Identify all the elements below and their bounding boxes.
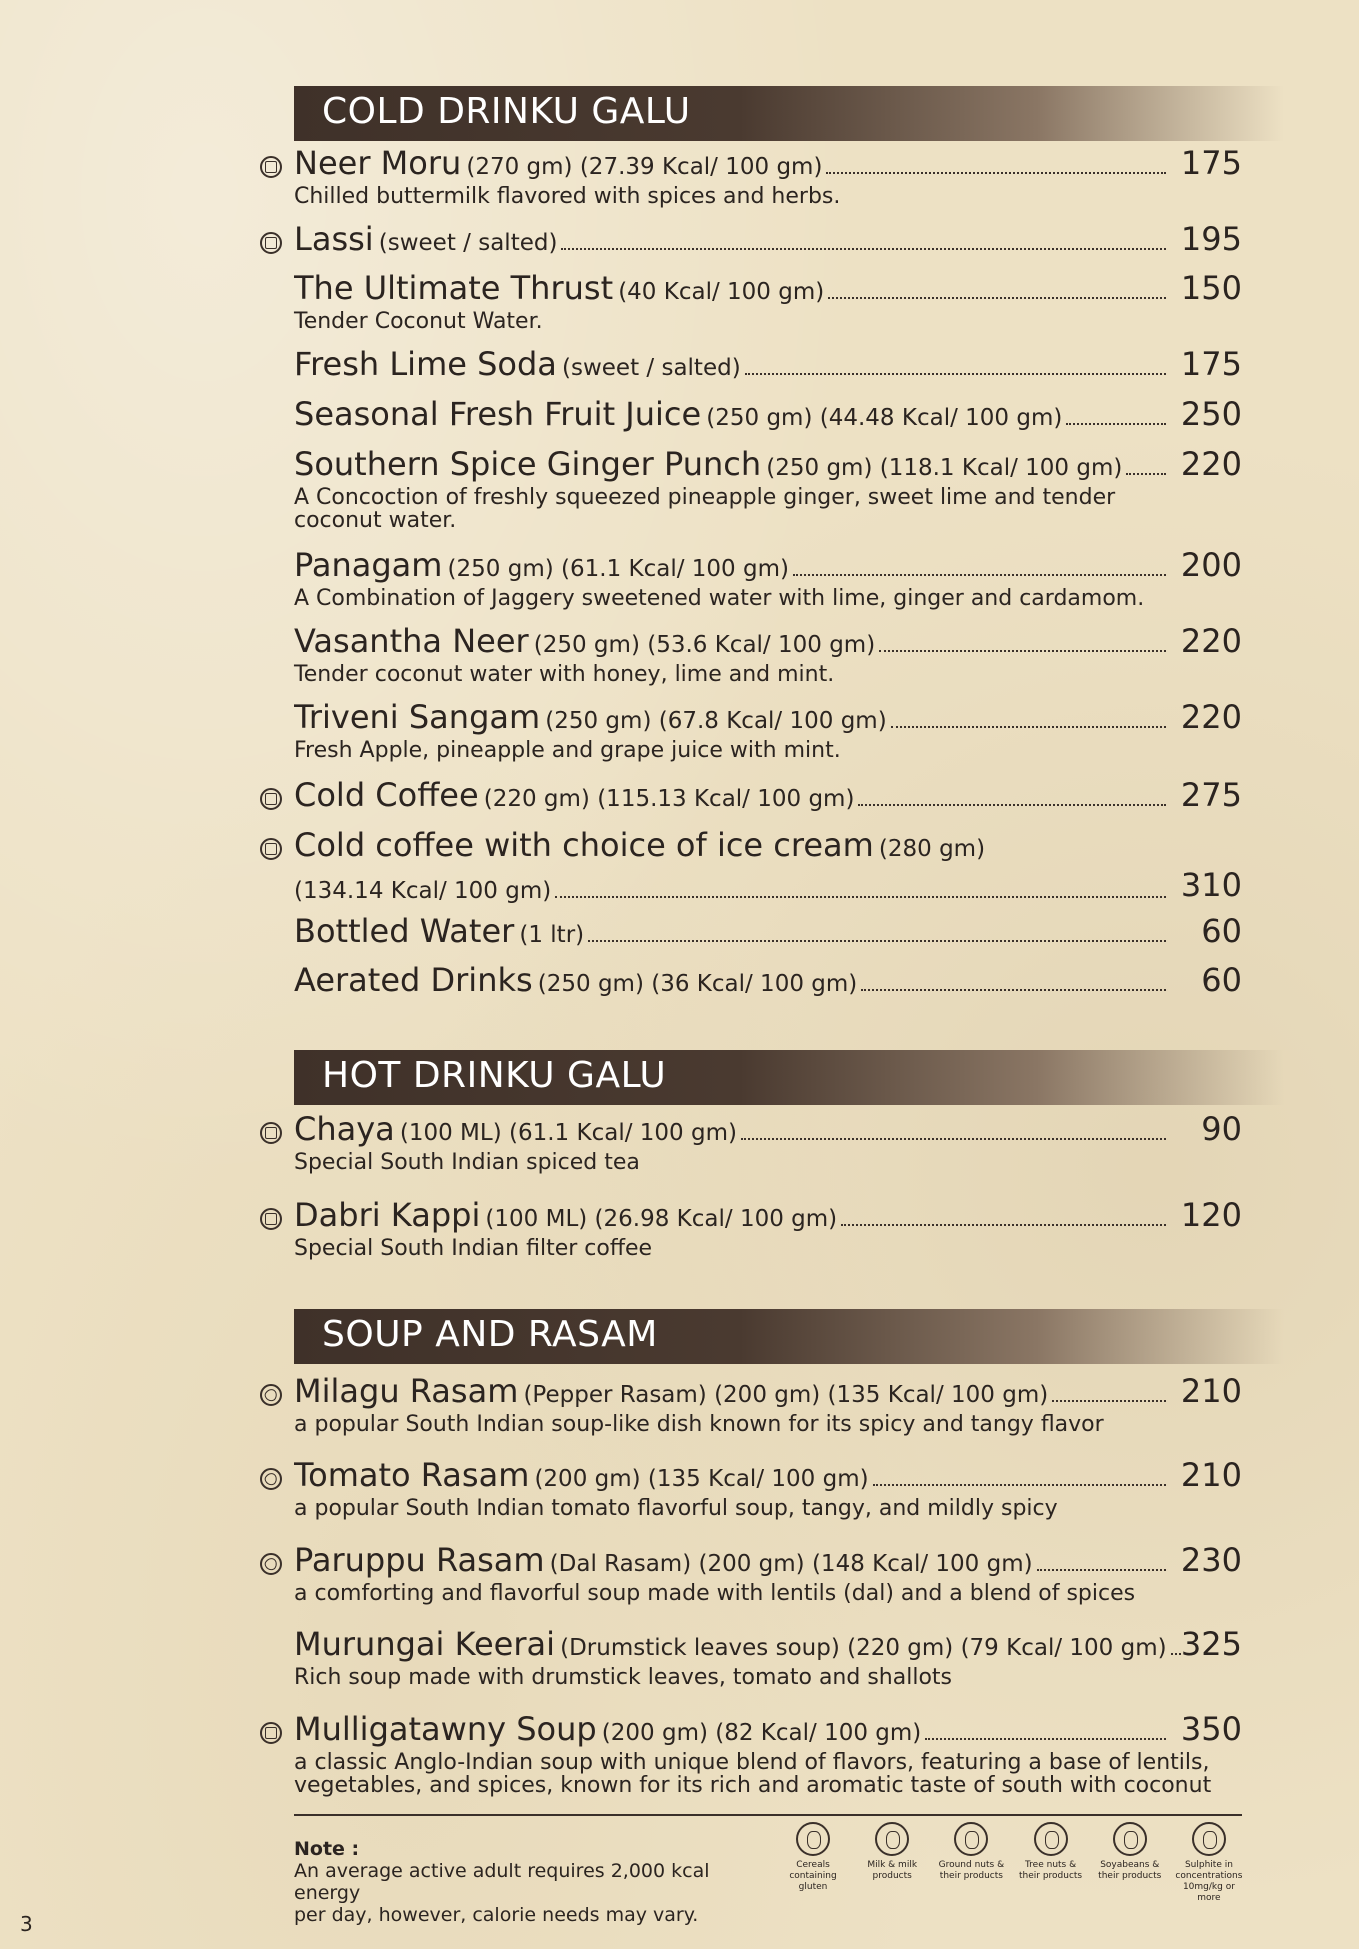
item-name: Chaya [294,1110,395,1148]
item-name: The Ultimate Thrust [294,269,614,307]
item-name: Triveni Sangam [294,698,541,736]
item-name: Panagam [294,546,443,584]
item-meta: (250 gm) (44.48 Kcal/ 100 gm) [706,405,1063,431]
menu-item [294,1374,1242,1437]
menu-item [294,271,1242,334]
allergen-soy: Soyabeans & their products [1093,1822,1167,1904]
menu-item [294,700,1242,763]
item-meta: (40 Kcal/ 100 gm) [618,279,825,305]
item-meta: (250 gm) (67.8 Kcal/ 100 gm) [545,708,887,734]
item-description: Special South Indian filter coffee [294,1236,653,1261]
allergen-groundnut: Ground nuts & their products [934,1822,1008,1904]
menu-item [294,1543,1242,1606]
item-meta: (sweet / salted) [378,230,558,256]
allergen-sulphite: Sulphite in concentrations 10mg/kg or more [1172,1822,1246,1904]
item-name: Southern Spice Ginger Punch [294,445,762,483]
item-price: 90 [1201,1110,1242,1148]
item-description: vegetables, and spices, known for its rich and aromatic taste of south with coconut [294,1773,1212,1798]
milk-icon [260,232,282,254]
item-name: Bottled Water [294,912,515,950]
section-title: SOUP AND RASAM [322,1314,658,1355]
milk-icon [260,1122,282,1144]
milk-icon [260,838,282,860]
item-price: 220 [1180,698,1242,736]
allergen-gluten: Cereals containing gluten [776,1822,850,1904]
item-name: Dabri Kappi [294,1196,481,1234]
milk-icon [260,1722,282,1744]
item-price: 310 [1180,866,1242,904]
menu-item [294,778,1242,818]
item-name: Aerated Drinks [294,961,533,999]
item-price: 60 [1201,961,1242,999]
item-description: a comforting and flavorful soup made with lentils (dal) and a blend of spices [294,1581,1136,1606]
section-title: HOT DRINKU GALU [322,1055,667,1096]
milk-icon [260,788,282,810]
item-meta: (Pepper Rasam) (200 gm) (135 Kcal/ 100 gm) [523,1382,1049,1408]
item-price: 350 [1180,1710,1242,1748]
item-price: 195 [1180,220,1242,258]
note-label: Note : [294,1838,360,1860]
item-name: Paruppu Rasam [294,1541,545,1579]
menu-item [294,1627,1242,1690]
item-meta: (250 gm) (53.6 Kcal/ 100 gm) [533,632,876,658]
item-description: coconut water. [294,508,457,533]
item-price: 325 [1180,1625,1242,1663]
item-price: 175 [1180,144,1242,182]
item-name: Mulligatawny Soup [294,1710,597,1748]
item-meta: (250 gm) (61.1 Kcal/ 100 gm) [447,556,789,582]
calorie-note [294,1838,764,1926]
allergen-milk: Milk & milk products [855,1822,929,1904]
item-meta: (200 gm) (135 Kcal/ 100 gm) [534,1466,869,1492]
item-meta: (134.14 Kcal/ 100 gm) [294,878,552,904]
item-name: Seasonal Fresh Fruit Juice [294,395,702,433]
soybean-icon [1113,1822,1147,1856]
item-description: Chilled buttermilk flavored with spices and herbs. [294,184,841,209]
menu-item [294,828,1242,908]
nut-icon [260,1553,282,1575]
item-name: Cold Coffee [294,776,479,814]
section-banner-cold [294,86,1284,141]
section-banner-soup [294,1309,1284,1364]
item-price: 210 [1180,1372,1242,1410]
note-text: per day, however, calorie needs may vary. [294,1904,699,1926]
allergen-legend [776,1822,1246,1904]
item-meta: (Dal Rasam) (200 gm) (148 Kcal/ 100 gm) [549,1551,1033,1577]
item-price: 230 [1180,1541,1242,1579]
menu-item [294,397,1242,437]
item-meta: (Drumstick leaves soup) (220 gm) (79 Kcal/ 100 gm) [560,1635,1167,1661]
item-meta: (100 ML) (26.98 Kcal/ 100 gm) [485,1206,838,1232]
item-price: 60 [1201,912,1242,950]
item-meta: (250 gm) (36 Kcal/ 100 gm) [537,971,858,997]
milk-icon [875,1822,909,1856]
nut-icon [260,1384,282,1406]
item-name: Murungai Keerai [294,1625,556,1663]
item-description: Tender coconut water with honey, lime and mint. [294,662,835,687]
item-meta: (220 gm) (115.13 Kcal/ 100 gm) [483,786,855,812]
item-name: Tomato Rasam [294,1456,530,1494]
item-description: A Concoction of freshly squeezed pineapple ginger, sweet lime and tender [294,485,1116,510]
item-meta: (280 gm) [878,836,986,862]
menu-item [294,624,1242,687]
menu-item [294,1712,1242,1798]
divider [294,1814,1242,1816]
item-price: 220 [1180,622,1242,660]
item-meta: (200 gm) (82 Kcal/ 100 gm) [601,1720,922,1746]
allergen-treenut: Tree nuts & their products [1014,1822,1088,1904]
item-name: Fresh Lime Soda [294,345,557,383]
item-price: 210 [1180,1456,1242,1494]
item-description: A Combination of Jaggery sweetened water with lime, ginger and cardamom. [294,586,1145,611]
section-title: COLD DRINKU GALU [322,91,691,132]
item-meta: (1 ltr) [519,922,585,948]
page-number: 3 [20,1912,33,1936]
menu-item [294,1198,1242,1261]
milk-icon [260,156,282,178]
section-banner-hot [294,1050,1284,1105]
note-text: An average active adult requires 2,000 kcal energy [294,1860,710,1904]
tree-nut-icon [1034,1822,1068,1856]
item-description: a popular South Indian tomato flavorful soup, tangy, and mildly spicy [294,1496,1058,1521]
item-name: Milagu Rasam [294,1372,519,1410]
item-meta: (270 gm) (27.39 Kcal/ 100 gm) [466,154,823,180]
item-description: Special South Indian spiced tea [294,1150,640,1175]
item-description: a popular South Indian soup-like dish known for its spicy and tangy flavor [294,1412,1104,1437]
item-name: Lassi [294,220,374,258]
nut-icon [260,1468,282,1490]
item-price: 150 [1180,269,1242,307]
menu-item [294,963,1242,1003]
item-price: 120 [1180,1196,1242,1234]
item-meta: (100 ML) (61.1 Kcal/ 100 gm) [399,1120,737,1146]
item-price: 250 [1180,395,1242,433]
milk-icon [260,1208,282,1230]
item-description: Rich soup made with drumstick leaves, tomato and shallots [294,1665,952,1690]
item-price: 200 [1180,546,1242,584]
menu-item [294,914,1242,954]
item-name: Vasantha Neer [294,622,529,660]
bottle-icon [1192,1822,1226,1856]
menu-item [294,1112,1242,1175]
item-price: 175 [1180,345,1242,383]
item-price: 220 [1180,445,1242,483]
item-meta: (250 gm) (118.1 Kcal/ 100 gm) [766,455,1123,481]
item-name: Cold coffee with choice of ice cream [294,826,874,864]
menu-item [294,146,1242,209]
peanut-icon [954,1822,988,1856]
menu-item [294,1458,1242,1521]
menu-item [294,347,1242,387]
menu-item [294,447,1242,533]
item-description: a classic Anglo-Indian soup with unique blend of flavors, featuring a base of lentils, [294,1750,1210,1775]
item-description: Fresh Apple, pineapple and grape juice with mint. [294,738,841,763]
item-description: Tender Coconut Water. [294,309,543,334]
menu-item [294,222,1242,262]
item-meta: (sweet / salted) [562,355,741,381]
item-name: Neer Moru [294,144,462,182]
item-price: 275 [1180,776,1242,814]
menu-item [294,548,1242,611]
wheat-icon [796,1822,830,1856]
